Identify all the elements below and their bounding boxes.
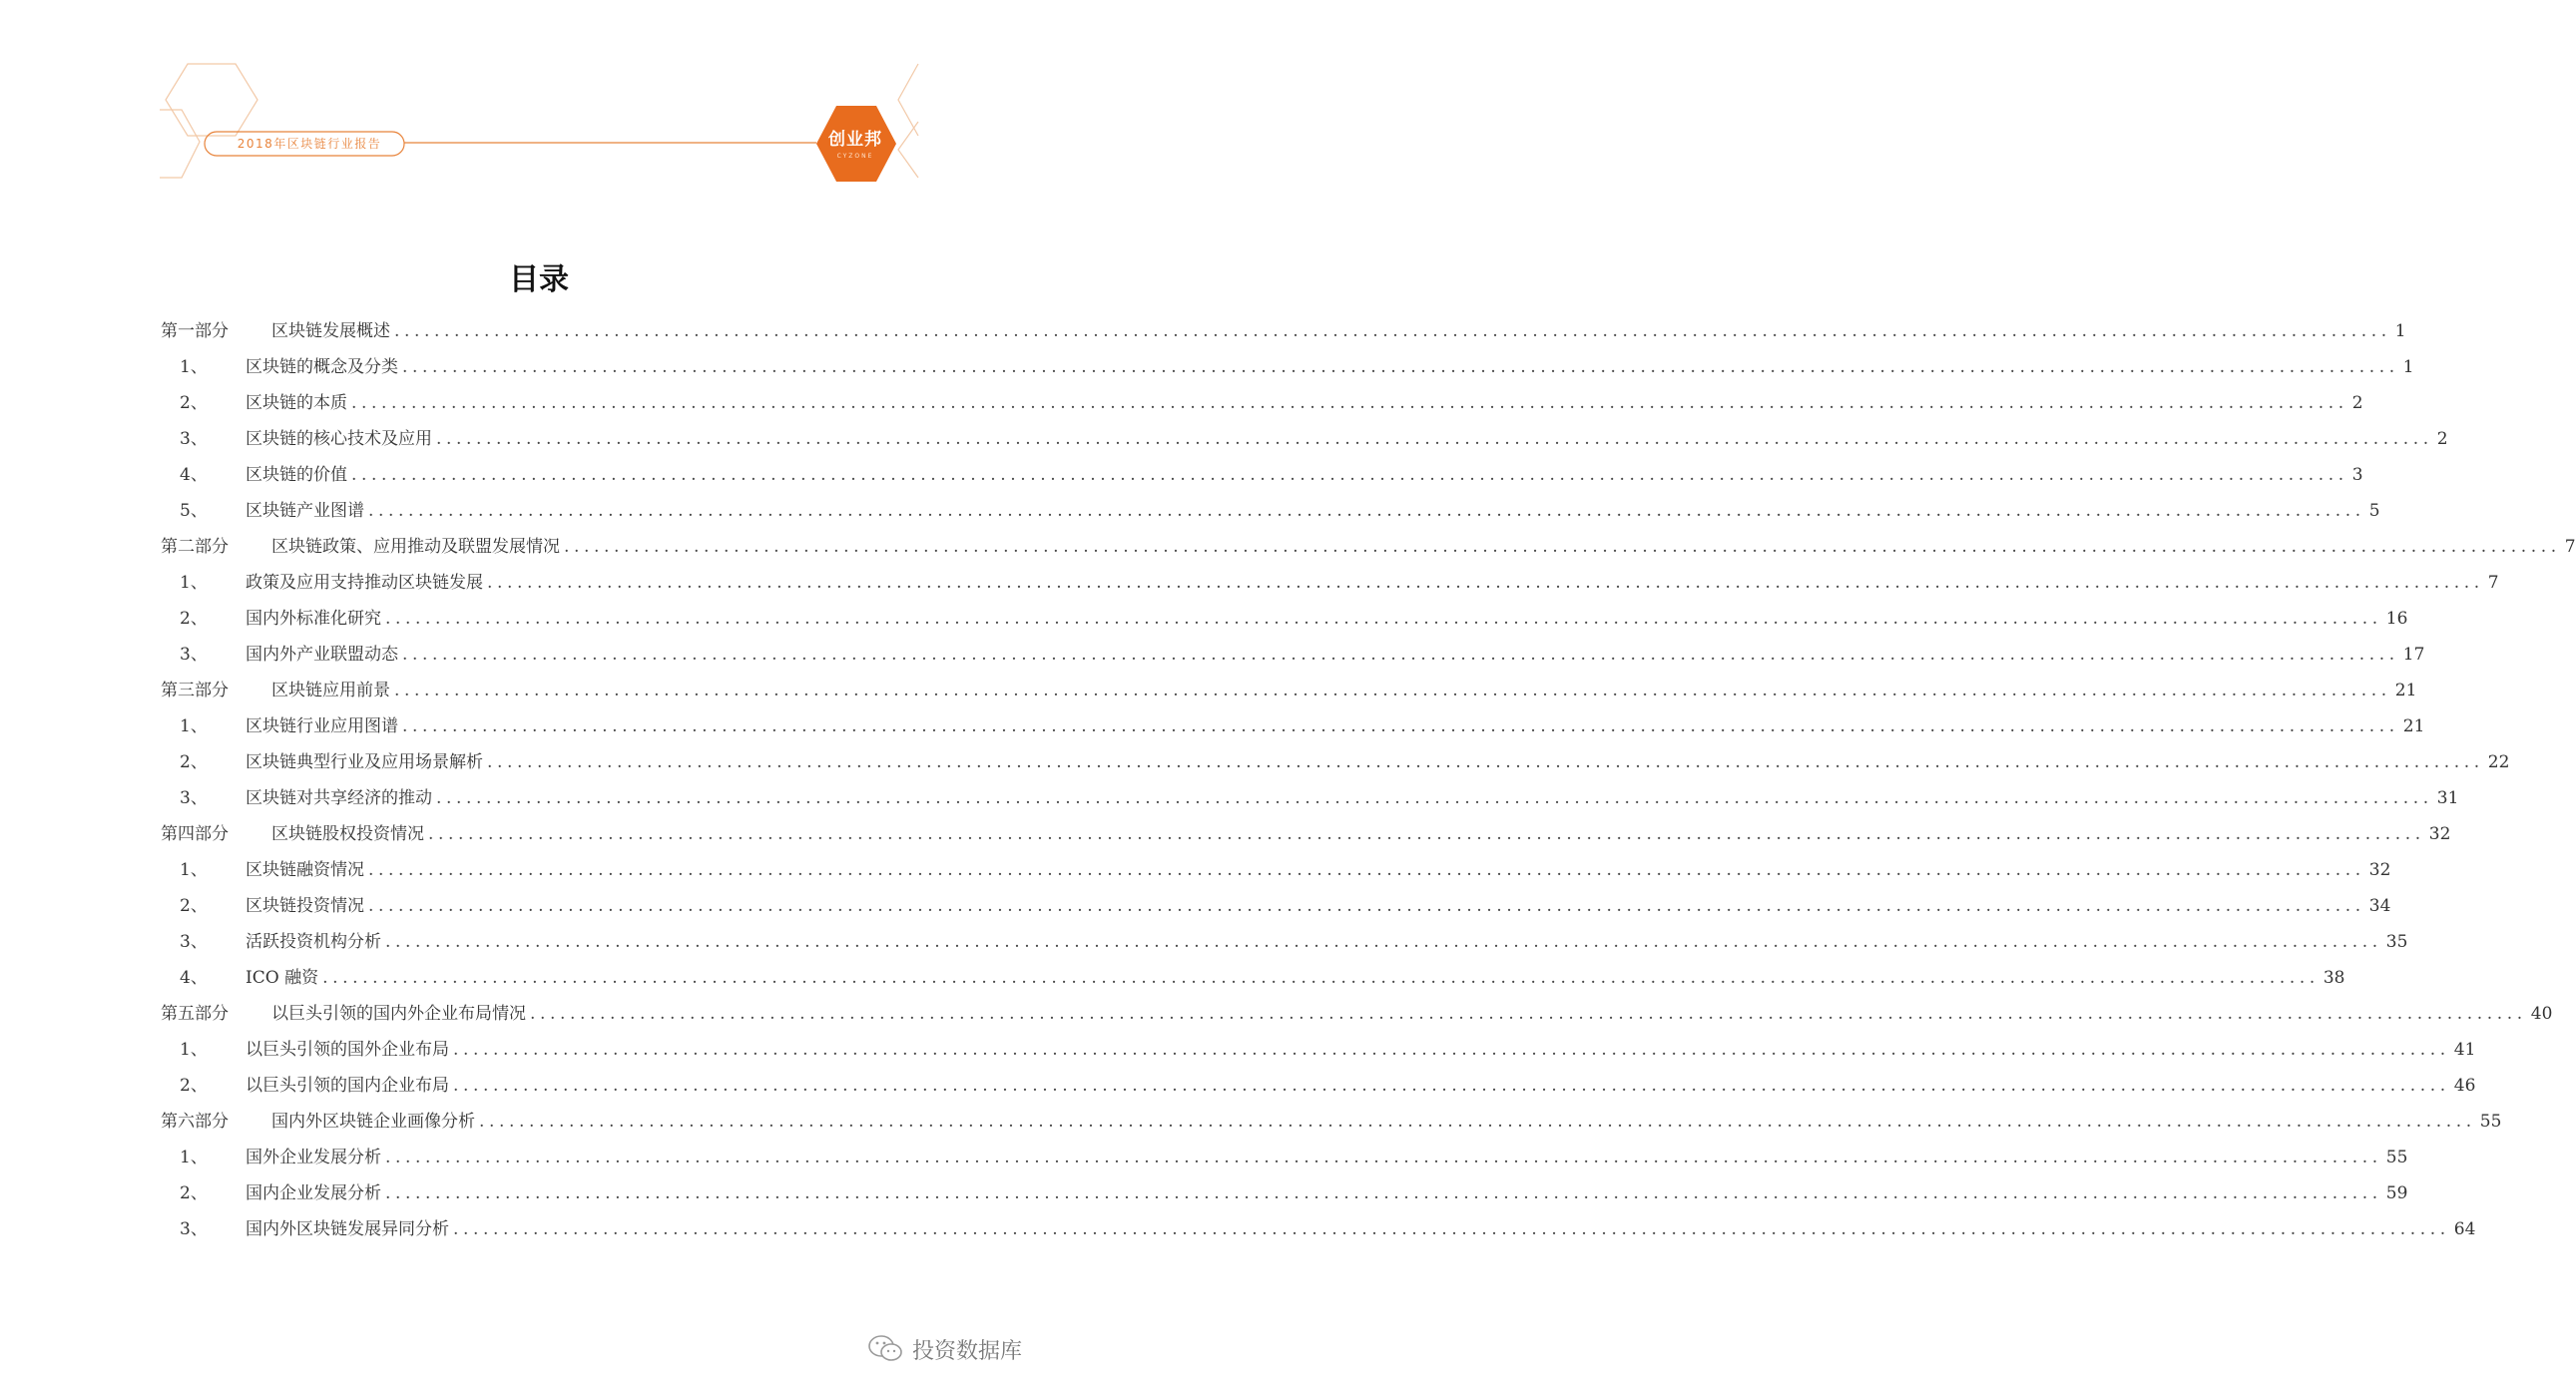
toc-part-entry[interactable]	[0, 673, 2417, 708]
dot-leader: ........................................................................................................................................................................................................	[402, 357, 2399, 377]
dot-leader: ........................................................................................................................................................................................................	[368, 896, 2365, 916]
toc-sub-entry[interactable]	[0, 888, 2391, 924]
dot-leader: ........................................................................................................................................................................................................	[487, 573, 2484, 593]
toc-entry-page-number: 40	[2530, 1004, 2553, 1024]
toc-sub-entry[interactable]	[0, 1175, 2408, 1211]
toc-entry-page-number: 64	[2453, 1219, 2476, 1239]
toc-entry-label: 区块链投资情况	[246, 896, 364, 916]
toc-entry-prefix: 2、	[180, 393, 208, 413]
toc-entry-label: 活跃投资机构分析	[246, 932, 381, 952]
toc-entry-prefix: 4、	[180, 465, 208, 485]
dot-leader: ........................................................................................................................................................................................................	[351, 393, 2348, 413]
toc-entry-prefix: 第三部分	[161, 681, 229, 700]
toc-part-entry[interactable]	[0, 996, 2553, 1032]
toc-sub-entry[interactable]	[0, 924, 2408, 960]
toc-entry-label: 以巨头引领的国内外企业布局情况	[271, 1004, 526, 1024]
toc-entry-label: 区块链应用前景	[271, 681, 390, 700]
toc-entry-label: 区块链对共享经济的推动	[246, 788, 432, 808]
toc-entry-page-number: 1	[2394, 321, 2406, 341]
toc-entry-label: 区块链的核心技术及应用	[246, 429, 432, 449]
toc-entry-page-number: 7	[2487, 573, 2499, 593]
toc-entry-label: 区块链融资情况	[246, 860, 364, 880]
toc-part-entry[interactable]	[0, 1104, 2502, 1140]
toc-entry-label: 区块链的价值	[246, 465, 347, 485]
left-hexagon-lower	[160, 110, 200, 178]
toc-entry-label: 国内外标准化研究	[246, 609, 381, 629]
toc-sub-entry[interactable]	[0, 744, 2510, 780]
toc-entry-prefix: 第四部分	[161, 824, 229, 844]
toc-sub-entry[interactable]	[0, 493, 2380, 529]
toc-entry-page-number: 41	[2453, 1040, 2476, 1060]
toc-entry-prefix: 第五部分	[161, 1004, 229, 1024]
toc-sub-entry[interactable]	[0, 960, 2345, 996]
toc-entry-prefix: 1、	[180, 573, 208, 593]
dot-leader: ........................................................................................................................................................................................................	[402, 645, 2399, 665]
toc-entry-label: 区块链行业应用图谱	[246, 716, 398, 736]
toc-entry-page-number: 22	[2487, 752, 2510, 772]
toc-entry-prefix: 2、	[180, 609, 208, 629]
toc-entry-prefix: 3、	[180, 788, 208, 808]
toc-part-entry[interactable]	[0, 313, 2406, 349]
toc-entry-page-number: 7	[2564, 537, 2576, 557]
toc-entry-prefix: 3、	[180, 429, 208, 449]
dot-leader: ........................................................................................................................................................................................................	[394, 321, 2391, 341]
toc-entry-label: 区块链的本质	[246, 393, 347, 413]
toc-title: 目录	[509, 262, 569, 297]
toc-entry-page-number: 55	[2479, 1112, 2502, 1132]
toc-entry-prefix: 1、	[180, 357, 208, 377]
toc-entry-page-number: 35	[2385, 932, 2408, 952]
toc-entry-label: 区块链股权投资情况	[271, 824, 424, 844]
dot-leader: ........................................................................................................................................................................................................	[385, 1148, 2382, 1167]
toc-entry-label: 国内外区块链发展异同分析	[246, 1219, 449, 1239]
dot-leader: ........................................................................................................................................................................................................	[351, 465, 2348, 485]
report-label: 2018年区块链行业报告	[237, 137, 382, 151]
toc-entry-label: 国内外区块链企业画像分析	[271, 1112, 475, 1132]
dot-leader: ........................................................................................................................................................................................................	[453, 1076, 2450, 1096]
toc-entry-prefix: 3、	[180, 1219, 208, 1239]
dot-leader: ........................................................................................................................................................................................................	[385, 932, 2382, 952]
toc-entry-page-number: 32	[2368, 860, 2391, 880]
toc-entry-label: 区块链典型行业及应用场景解析	[246, 752, 483, 772]
toc-sub-entry[interactable]	[0, 1068, 2476, 1104]
header-decoration	[0, 0, 1078, 200]
toc-entry-page-number: 34	[2368, 896, 2391, 916]
toc-entry-page-number: 2	[2436, 429, 2448, 449]
toc-entry-prefix: 2、	[180, 896, 208, 916]
dot-leader: ........................................................................................................................................................................................................	[436, 788, 2433, 808]
toc-entry-prefix: 2、	[180, 1076, 208, 1096]
toc-entry-label: ICO 融资	[246, 968, 319, 988]
watermark	[866, 1329, 1022, 1369]
dot-leader: ........................................................................................................................................................................................................	[385, 609, 2382, 629]
toc-entry-label: 国内企业发展分析	[246, 1183, 381, 1203]
toc-entry-label: 区块链发展概述	[271, 321, 390, 341]
dot-leader: ........................................................................................................................................................................................................	[394, 681, 2391, 700]
toc-entry-prefix: 第二部分	[161, 537, 229, 557]
toc-entry-page-number: 1	[2402, 357, 2414, 377]
toc-entry-page-number: 21	[2394, 681, 2417, 700]
toc-entry-page-number: 5	[2368, 501, 2380, 521]
toc-sub-entry[interactable]	[0, 421, 2448, 457]
toc-entry-prefix: 3、	[180, 645, 208, 665]
dot-leader: ........................................................................................................................................................................................................	[368, 501, 2365, 521]
toc-entry-page-number: 46	[2453, 1076, 2476, 1096]
dot-leader: ........................................................................................................................................................................................................	[385, 1183, 2382, 1203]
dot-leader: ........................................................................................................................................................................................................	[564, 537, 2561, 557]
toc-sub-entry[interactable]	[0, 457, 2363, 493]
toc-sub-entry[interactable]	[0, 1140, 2408, 1175]
toc-entry-page-number: 3	[2351, 465, 2363, 485]
toc-entry-label: 以巨头引领的国内企业布局	[246, 1076, 449, 1096]
logo-subtext: CYZONE	[836, 153, 874, 160]
toc-entry-prefix: 2、	[180, 752, 208, 772]
toc-sub-entry[interactable]	[0, 565, 2499, 601]
toc-sub-entry[interactable]	[0, 780, 2459, 816]
dot-leader: ........................................................................................................................................................................................................	[453, 1219, 2450, 1239]
toc-entry-prefix: 1、	[180, 860, 208, 880]
toc-entry-page-number: 17	[2402, 645, 2425, 665]
toc-entry-page-number: 16	[2385, 609, 2408, 629]
toc-entry-prefix: 1、	[180, 1040, 208, 1060]
toc-entry-label: 区块链政策、应用推动及联盟发展情况	[271, 537, 560, 557]
dot-leader: ........................................................................................................................................................................................................	[402, 716, 2399, 736]
toc-sub-entry[interactable]	[0, 1032, 2476, 1068]
toc-sub-entry[interactable]	[0, 349, 2414, 385]
toc-sub-entry[interactable]	[0, 637, 2425, 673]
dot-leader: ........................................................................................................................................................................................................	[368, 860, 2365, 880]
toc-entry-prefix: 第一部分	[161, 321, 229, 341]
toc-entry-page-number: 31	[2436, 788, 2459, 808]
dot-leader: ........................................................................................................................................................................................................	[453, 1040, 2450, 1060]
toc-entry-prefix: 4、	[180, 968, 208, 988]
toc-entry-label: 国外企业发展分析	[246, 1148, 381, 1167]
toc-sub-entry[interactable]	[0, 708, 2425, 744]
watermark-text: 投资数据库	[912, 1338, 1023, 1364]
toc-entry-prefix: 1、	[180, 716, 208, 736]
dot-leader: ........................................................................................................................................................................................................	[428, 824, 2425, 844]
toc-sub-entry[interactable]	[0, 852, 2391, 888]
toc-part-entry[interactable]	[0, 816, 2451, 852]
toc-entry-prefix: 2、	[180, 1183, 208, 1203]
dot-leader: ........................................................................................................................................................................................................	[479, 1112, 2476, 1132]
toc-entry-page-number: 55	[2385, 1148, 2408, 1167]
left-hexagon-upper	[166, 64, 258, 136]
toc-part-entry[interactable]	[0, 529, 2576, 565]
toc-entry-prefix: 第六部分	[161, 1112, 229, 1132]
dot-leader: ........................................................................................................................................................................................................	[436, 429, 2433, 449]
toc-entry-page-number: 32	[2428, 824, 2451, 844]
toc-entry-label: 国内外产业联盟动态	[246, 645, 398, 665]
toc-entry-prefix: 3、	[180, 932, 208, 952]
wechat-icon	[866, 1333, 904, 1365]
toc-entry-label: 政策及应用支持推动区块链发展	[246, 573, 483, 593]
toc-entry-page-number: 59	[2385, 1183, 2408, 1203]
toc-entry-label: 区块链的概念及分类	[246, 357, 398, 377]
dot-leader: ........................................................................................................................................................................................................	[487, 752, 2484, 772]
toc-sub-entry[interactable]	[0, 385, 2363, 421]
toc-entry-label: 区块链产业图谱	[246, 501, 364, 521]
toc-sub-entry[interactable]	[0, 601, 2408, 637]
toc-entry-page-number: 2	[2351, 393, 2363, 413]
toc-entry-page-number: 38	[2322, 968, 2345, 988]
toc-sub-entry[interactable]	[0, 1211, 2476, 1247]
toc-entry-prefix: 5、	[180, 501, 208, 521]
toc-entry-prefix: 1、	[180, 1148, 208, 1167]
dot-leader: ........................................................................................................................................................................................................	[322, 968, 2319, 988]
toc-entry-page-number: 21	[2402, 716, 2425, 736]
toc-entry-label: 以巨头引领的国外企业布局	[246, 1040, 449, 1060]
dot-leader: ........................................................................................................................................................................................................	[530, 1004, 2527, 1024]
logo: 创业邦	[828, 130, 882, 150]
